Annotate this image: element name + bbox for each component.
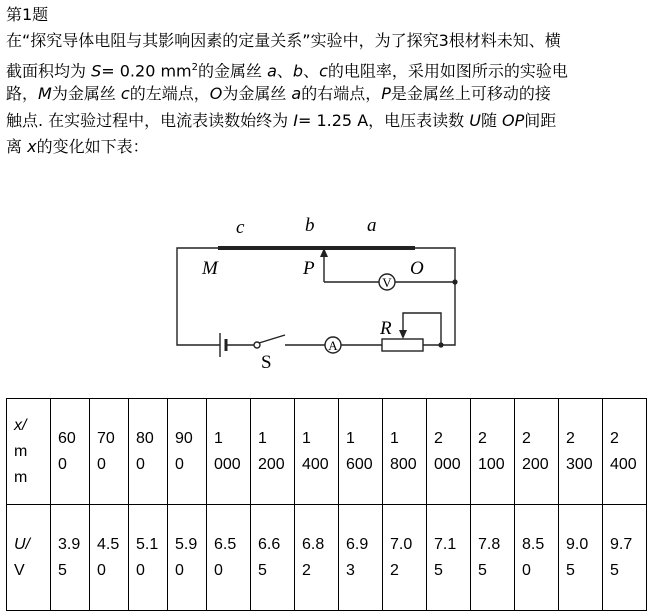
cell-text: 2 — [522, 429, 531, 447]
text-segment: c — [120, 84, 130, 103]
cell-text: 80 — [136, 429, 154, 447]
text-segment: OP — [502, 110, 525, 130]
cell-text: 2 — [478, 429, 487, 447]
text-segment: = 1.25 A，电压表读数 — [297, 110, 470, 130]
table-cell — [90, 399, 129, 505]
cell-text: 7.1 — [434, 535, 457, 553]
table-row-u — [7, 505, 647, 611]
text-segment: 的左端点， — [129, 84, 210, 103]
cell-text: 3 — [346, 561, 355, 579]
table-cell — [383, 399, 427, 505]
cell-text: m — [14, 442, 28, 460]
table-cell — [559, 399, 603, 505]
cell-text: 400 — [610, 455, 637, 473]
table-cell — [51, 505, 90, 611]
label-p: P — [303, 258, 315, 279]
cell-text: 0 — [136, 561, 145, 579]
cell-text: 2 — [566, 429, 575, 447]
text-segment: 路， — [6, 84, 39, 103]
label-c: c — [236, 217, 245, 238]
label-m: M — [202, 258, 218, 279]
table-cell — [339, 505, 383, 611]
table-cell — [339, 399, 383, 505]
cell-text: 400 — [302, 455, 329, 473]
junction-dot — [438, 342, 443, 347]
cell-text: 5 — [58, 561, 67, 579]
cell-text: x/ — [14, 416, 27, 434]
table-cell — [251, 505, 295, 611]
text-segment: I — [293, 110, 298, 130]
cell-text: 3.9 — [58, 535, 81, 553]
cell-text: 800 — [390, 455, 417, 473]
text-segment: 随 — [480, 110, 503, 130]
text-segment: x — [27, 137, 37, 156]
table-cell — [603, 505, 647, 611]
text-segment: 为金属丝 — [222, 84, 292, 103]
table-cell — [603, 399, 647, 505]
table-cell — [515, 505, 559, 611]
text-segment: 间距 — [524, 110, 557, 130]
cell-text: 7.0 — [390, 535, 413, 553]
text-segment: 触点. 在实验过程中，电流表读数始终为 — [6, 110, 294, 130]
cell-text: 0 — [97, 561, 106, 579]
text-segment: P — [381, 84, 391, 103]
cell-text: 60 — [58, 429, 76, 447]
text-segment: a — [291, 84, 302, 103]
cell-text: 000 — [434, 455, 461, 473]
cell-text: 1 — [302, 429, 311, 447]
table-cell — [207, 505, 251, 611]
text-segment: 的右端点， — [301, 84, 382, 103]
cell-text: 5 — [478, 561, 487, 579]
rheostat-slider-wire — [403, 313, 441, 345]
cell-text: 70 — [97, 429, 115, 447]
cell-text: 5.1 — [136, 535, 159, 553]
cell-text: 6.9 — [346, 535, 369, 553]
cell-text: U/ — [14, 535, 30, 553]
cell-text: 100 — [478, 455, 505, 473]
data-table — [6, 398, 647, 611]
table-cell — [559, 505, 603, 611]
cell-text: 2 — [302, 561, 311, 579]
text-segment: 是金属丝上可移动的接 — [390, 84, 551, 103]
cell-text: 0 — [136, 455, 145, 473]
text-segment: 的电阻率，采用如图所示的实验电 — [327, 60, 568, 80]
cell-text: 5 — [258, 561, 267, 579]
cell-text: 0 — [175, 561, 184, 579]
cell-text: 5 — [566, 561, 575, 579]
cell-text: 7.8 — [478, 535, 501, 553]
table-cell — [471, 399, 515, 505]
cell-text: 000 — [214, 455, 241, 473]
text-segment: 离 — [6, 137, 28, 156]
cell-text: 2 — [434, 429, 443, 447]
label-b: b — [305, 215, 315, 236]
table-cell — [129, 505, 168, 611]
cell-text: 5 — [434, 561, 443, 579]
cell-text: 1 — [346, 429, 355, 447]
text-segment: 、 — [303, 60, 320, 80]
voltmeter-label: V — [382, 275, 392, 290]
cell-text: 9.0 — [566, 535, 589, 553]
cell-text: 5.9 — [175, 535, 198, 553]
cell-text: 6.8 — [302, 535, 325, 553]
cell-text: 1 — [390, 429, 399, 447]
text-segment: 2 — [191, 61, 198, 73]
cell-text: 200 — [522, 455, 549, 473]
table-cell — [471, 505, 515, 611]
label-o: O — [410, 258, 424, 279]
text-segment: = 0.20 mm — [101, 60, 192, 80]
ammeter-label: A — [328, 338, 338, 353]
table-cell — [295, 505, 339, 611]
cell-text: 6.5 — [214, 535, 237, 553]
cell-text: V — [14, 561, 25, 579]
cell-text: 1 — [214, 429, 223, 447]
cell-text: 90 — [175, 429, 193, 447]
cell-text: 200 — [258, 455, 285, 473]
question-title: 第1题 — [6, 5, 49, 24]
cell-text: 2 — [390, 561, 399, 579]
table-cell — [90, 505, 129, 611]
table-cell — [427, 505, 471, 611]
label-s: S — [261, 352, 272, 373]
cell-text: 0 — [522, 561, 531, 579]
text-segment: b — [292, 60, 304, 80]
cell-text: 6.6 — [258, 535, 281, 553]
text-segment: M — [38, 84, 52, 103]
text-segment: 的金属丝 — [198, 60, 268, 80]
cell-text: 9.7 — [610, 535, 633, 553]
text-segment: O — [209, 84, 223, 103]
table-cell — [295, 399, 339, 505]
table-cell — [129, 399, 168, 505]
junction-dot — [452, 279, 457, 284]
cell-text: m — [14, 468, 28, 486]
text-segment: S — [91, 60, 102, 80]
text-segment: 在“探究导体电阻与其影响因素的定量关系”实验中，为了探究3根材料未知、横 — [6, 31, 561, 50]
switch-lever — [259, 335, 285, 343]
table-row-x — [7, 399, 647, 505]
cell-text: 0 — [214, 561, 223, 579]
table-cell — [427, 399, 471, 505]
table-cell — [7, 399, 51, 505]
cell-text: 2 — [610, 429, 619, 447]
table-cell — [251, 399, 295, 505]
table-cell — [51, 399, 90, 505]
cell-text: 5 — [610, 561, 619, 579]
text-segment: c — [319, 60, 328, 80]
slider-arrow — [399, 330, 407, 339]
table-cell — [168, 399, 207, 505]
cell-text: 600 — [346, 455, 373, 473]
cell-text: 0 — [175, 455, 184, 473]
table-cell — [168, 505, 207, 611]
rheostat — [382, 339, 423, 351]
table-cell — [515, 399, 559, 505]
table-cell — [7, 505, 51, 611]
cell-text: 0 — [58, 455, 67, 473]
text-segment: 、 — [276, 60, 293, 80]
cell-text: 300 — [566, 455, 593, 473]
table-cell — [383, 505, 427, 611]
cell-text: 4.5 — [97, 535, 120, 553]
cell-text: 0 — [97, 455, 106, 473]
cell-text: 1 — [258, 429, 267, 447]
table-cell — [207, 399, 251, 505]
text-segment: 截面积均为 — [6, 60, 92, 80]
text-segment: 的变化如下表： — [36, 137, 149, 156]
text-segment: 为金属丝 — [51, 84, 121, 103]
cell-text: 8.5 — [522, 535, 545, 553]
label-a: a — [367, 215, 377, 236]
text-segment: a — [267, 60, 277, 80]
text-segment: U — [469, 110, 481, 130]
label-r: R — [380, 318, 392, 339]
